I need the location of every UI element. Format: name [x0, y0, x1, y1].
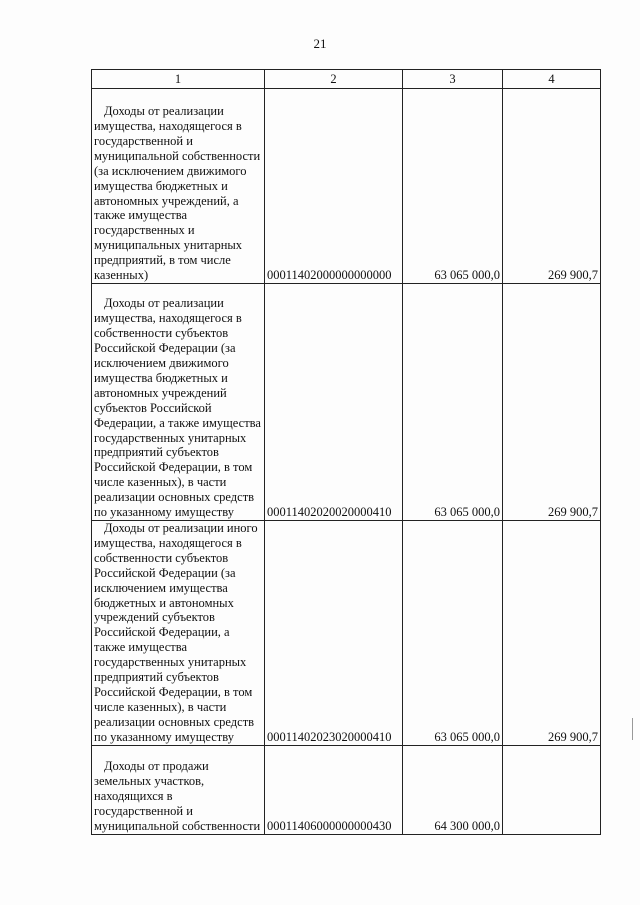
row-description-first-line: Доходы от реализации — [104, 104, 224, 119]
row-description-rest: имущества, находящегося в государственной и муниципальной собственности (за исключением движимого имущества бюджетных и автономных учреждений, а также имущества государственных и муниципальных унитарных предприятий, в том числе казенных) — [94, 119, 261, 283]
row-actual-value: 269 900,7 — [503, 89, 601, 284]
row-description-rest: земельных участков, находящихся в государственной и муниципальной собственности — [94, 773, 261, 833]
row-plan-value: 63 065 000,0 — [403, 521, 503, 746]
table-header-row — [92, 70, 601, 89]
row-code: 00011406000000000430 — [265, 745, 403, 834]
row-description — [92, 521, 265, 746]
row-description — [92, 89, 265, 284]
table-row — [92, 284, 601, 521]
row-description — [92, 284, 265, 521]
row-code: 00011402023020000410 — [265, 521, 403, 746]
row-actual-value — [503, 745, 601, 834]
row-description-first-line: Доходы от реализации — [104, 296, 224, 311]
row-plan-value: 64 300 000,0 — [403, 745, 503, 834]
row-plan-value: 63 065 000,0 — [403, 284, 503, 521]
margin-mark — [632, 718, 636, 740]
row-description-first-line: Доходы от продажи — [104, 759, 209, 774]
row-description-rest: имущества, находящегося в собственности субъектов Российской Федерации (за исключением движимого имущества бюджетных и автономных учреждений субъектов Российской Федерации, а также имущества государственных унитарных предприятий субъектов Российской Федерации, в том числе казенных), в части реализации основных средств по указанному имуществу — [94, 311, 261, 520]
row-actual-value: 269 900,7 — [503, 521, 601, 746]
page-number: 21 — [313, 36, 327, 51]
row-actual-value: 269 900,7 — [503, 284, 601, 521]
column-header: 3 — [403, 70, 503, 89]
column-header: 2 — [265, 70, 403, 89]
row-description-rest: имущества, находящегося в собственности субъектов Российской Федерации (за исключением имущества бюджетных и автономных учреждений субъектов Российской Федерации, а также имущества государственных унитарных предприятий субъектов Российской Федерации, в том числе казенных), в части реализации основных средств по указанному имуществу — [94, 535, 255, 744]
row-description — [92, 745, 265, 834]
budget-table — [91, 69, 601, 835]
table-row — [92, 745, 601, 834]
row-description-first-line: Доходы от реализации иного — [104, 521, 258, 535]
row-code: 00011402020020000410 — [265, 284, 403, 521]
column-header: 4 — [503, 70, 601, 89]
row-plan-value: 63 065 000,0 — [403, 89, 503, 284]
table-row — [92, 89, 601, 284]
row-code: 00011402000000000000 — [265, 89, 403, 284]
table-row — [92, 521, 601, 746]
column-header: 1 — [92, 70, 265, 89]
